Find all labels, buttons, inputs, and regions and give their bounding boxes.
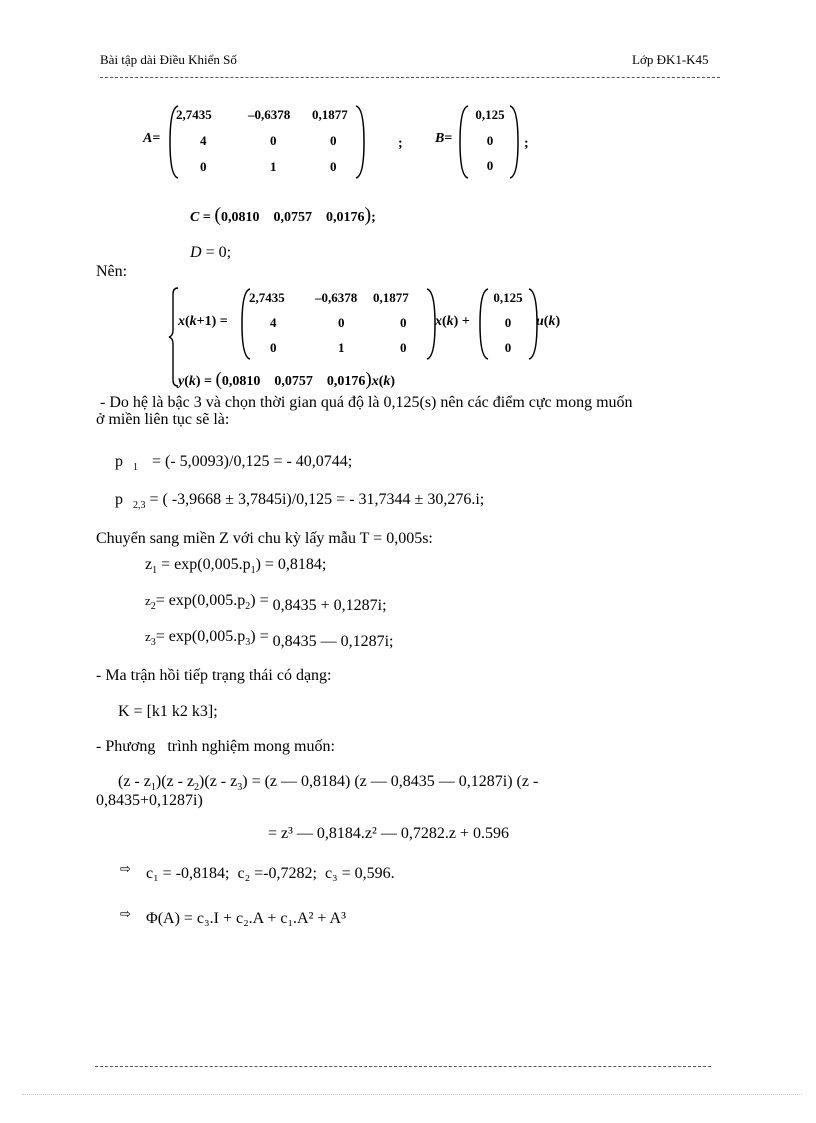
matrix-c-values: 0,0810 0,0757 0,0176 <box>221 210 365 225</box>
matrix-b-cell: 0 <box>486 158 494 173</box>
matrix-a-separator: ; <box>398 136 403 151</box>
para-poles-line2: ở miền liên tục sẽ là: <box>96 411 230 428</box>
matrix-cell: –0,6378 <box>315 290 358 305</box>
matrix-cell: 2,7435 <box>249 290 285 305</box>
matrix-cell: 0 <box>200 159 207 174</box>
para-z-domain: Chuyển sang miền Z với chu kỳ lấy mẫu T = 0,005s: <box>96 530 433 547</box>
system-mid: x(k) + <box>435 314 470 329</box>
implies-icon: ⇨ <box>120 907 131 922</box>
matrix-d-line: D = 0; <box>190 244 232 261</box>
matrix-cell: 0 <box>270 340 277 355</box>
header-divider <box>100 77 720 78</box>
matrix-cell: 0 <box>330 159 337 174</box>
pole-p1: p $_1$ = (- 5,0093)/0,125 = - 40,0744; <box>115 453 353 474</box>
system-b-cell: 0,125 <box>493 290 523 305</box>
matrix-a-right-paren <box>354 104 366 180</box>
z2-line: $z_2= \exp(0,005.p_2) = 0,8435 + 0,1287i$; <box>145 592 387 614</box>
system-b-cell: 0 <box>504 315 512 330</box>
nen-label: Nên: <box>96 263 128 280</box>
matrix-cell: 0 <box>400 340 407 355</box>
phi-line: Φ(A) = c₃.I + c₂.A + c₁.A² + A³ <box>146 910 346 927</box>
char-eq-line2: 0,8435+0,1287i) <box>96 792 203 809</box>
footer-divider <box>95 1066 711 1067</box>
matrix-cell: 0 <box>330 133 337 148</box>
z1-line: $z_1 = \exp(0,005.p_1) = 0,8184$; <box>145 556 327 577</box>
matrix-cell: 0 <box>338 315 345 330</box>
matrix-b-cell: 0,125 <box>475 107 505 122</box>
matrix-c-line: C = (0,0810 0,0757 0,0176); <box>190 204 376 226</box>
pole-p23: p $_{2,3}$ = ( -3,9668 ± 3,7845i)/0,125 = - 31,7344 ± 30,276.i; <box>115 491 485 512</box>
system-end: u(k) <box>536 314 561 329</box>
k-line: K = [k1 k2 k3]; <box>118 703 218 720</box>
para-poles-line1: - Do hệ là bậc 3 và chọn thời gian quá độ là 0,125(s) nên các điểm cực mong muốn <box>96 394 633 411</box>
coefficients-line: c₁ = -0,8184; c₂ =-0,7282; c₃ = 0,596. <box>146 865 395 882</box>
header-right: Lớp ĐK1-K45 <box>632 52 709 67</box>
matrix-b-cell: 0 <box>486 133 494 148</box>
matrix-cell: 0,1877 <box>312 107 348 122</box>
system-state-lhs: x(k+1) = <box>178 314 228 329</box>
matrix-cell: 0 <box>400 315 407 330</box>
matrix-cell: 1 <box>338 340 345 355</box>
matrix-cell: 1 <box>270 159 277 174</box>
matrix-cell: 2,7435 <box>176 107 212 122</box>
matrix-cell: 0,1877 <box>373 290 409 305</box>
char-eq-expanded: = z³ — 0,8184.z² — 0,7282.z + 0.596 <box>268 825 509 842</box>
matrix-cell: 0 <box>270 133 277 148</box>
system-b-cell: 0 <box>504 340 512 355</box>
system-output-line: y(k) = (0,0810 0,0757 0,0176)x(k) <box>178 369 396 390</box>
matrix-b-label: B= <box>435 131 453 146</box>
page-edge-divider <box>22 1094 802 1095</box>
para-char-eq: - Phương trình nghiệm mong muốn: <box>96 738 335 755</box>
header-left: Bài tập dài Điều Khiển Số <box>100 52 237 67</box>
matrix-cell: 4 <box>270 315 277 330</box>
matrix-cell: –0,6378 <box>248 107 291 122</box>
z3-line: $z_3= \exp(0,005.p_3) = 0,8435$ — 0,1287i; <box>145 628 394 650</box>
matrix-cell: 4 <box>200 133 207 148</box>
implies-icon: ⇨ <box>120 862 131 877</box>
char-eq-line1: $(z - z_1)(z - z_2)(z - z_3) = (z$ — 0,8184) (z — 0,8435 — 0,1287i) (z - <box>118 773 539 794</box>
matrix-b-separator: ; <box>524 136 529 151</box>
para-feedback: - Ma trận hồi tiếp trạng thái có dạng: <box>96 667 332 684</box>
matrix-a-label: A= <box>143 131 161 146</box>
matrix-b-right-paren <box>508 104 520 180</box>
